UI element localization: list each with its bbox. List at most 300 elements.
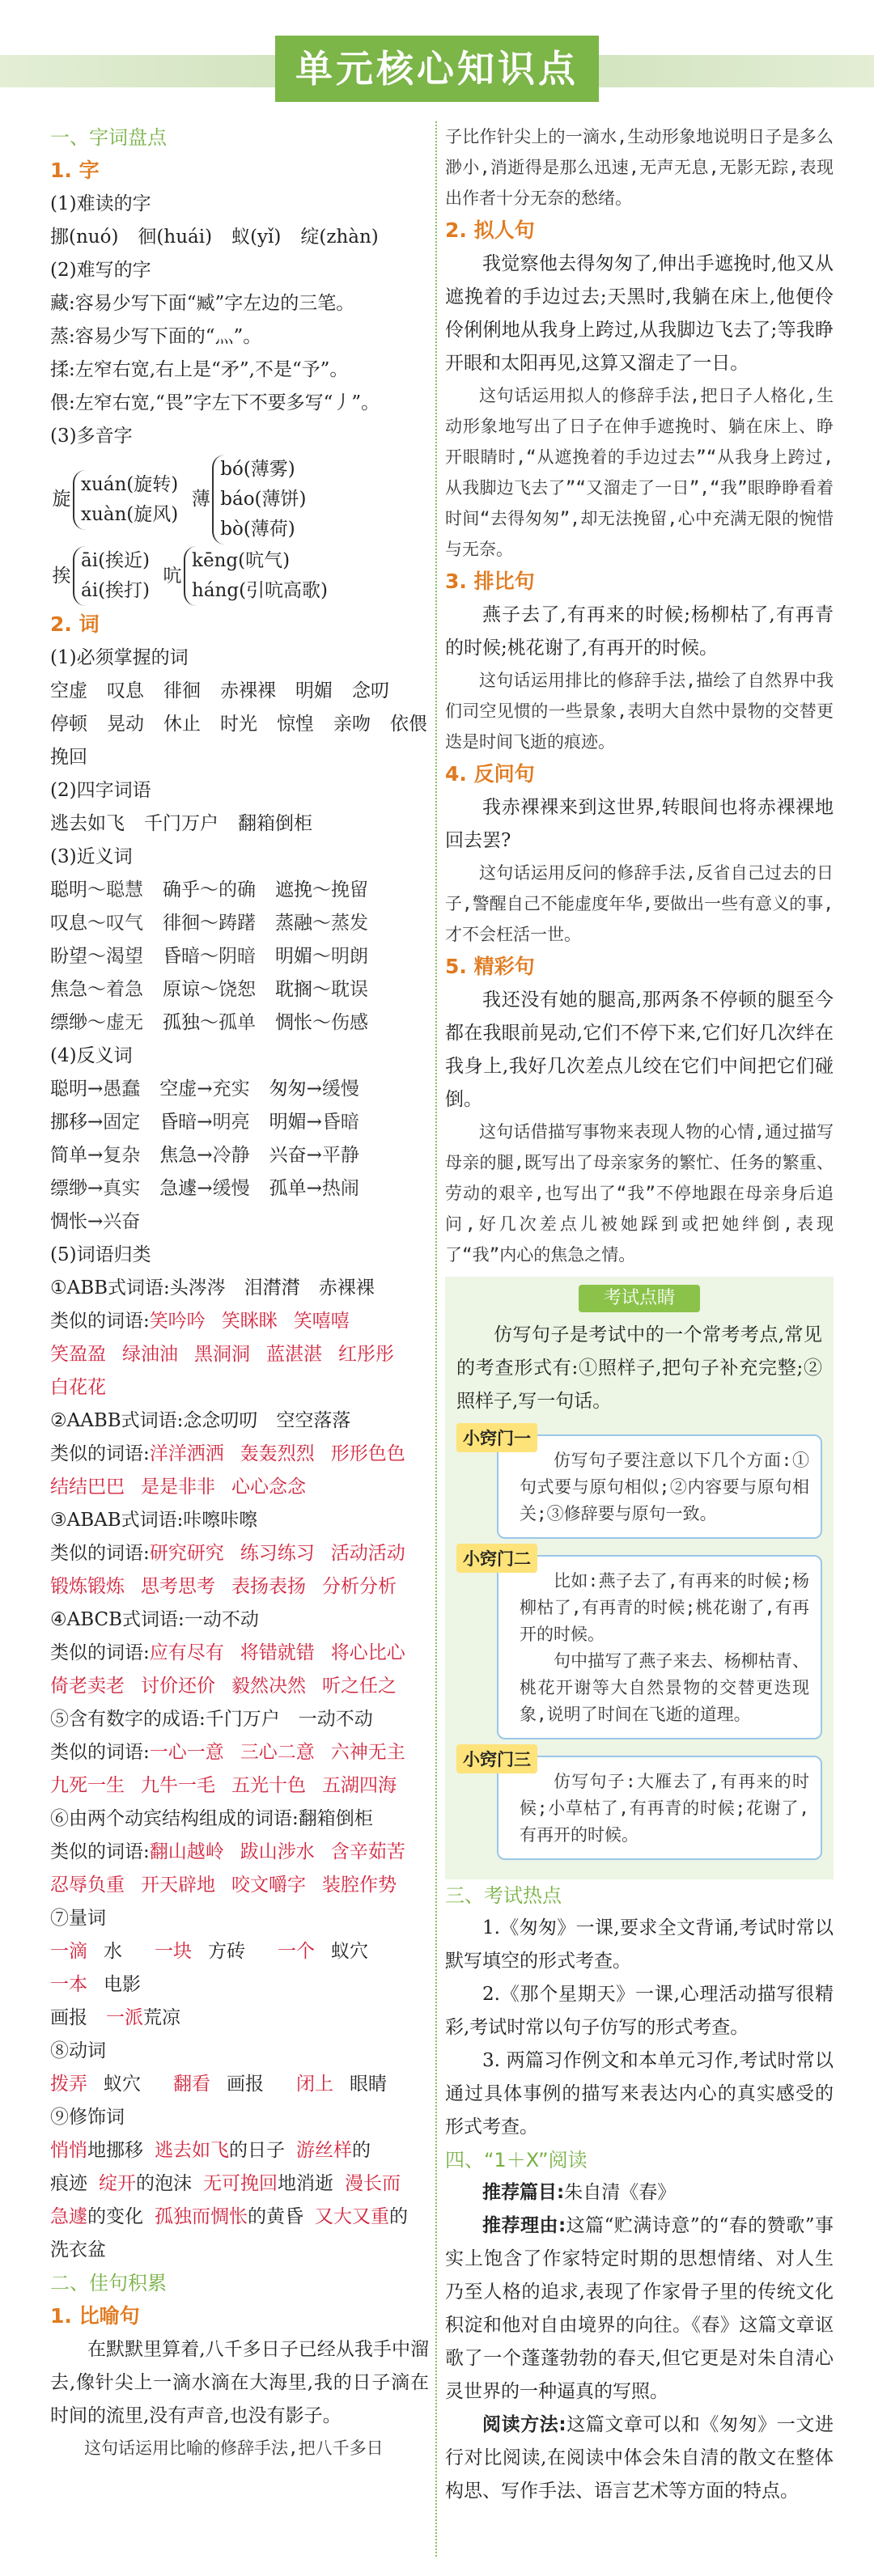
pair-arrow: → [87, 1178, 104, 1199]
word-class-line [50, 2002, 429, 2035]
word: 明媚 [269, 1112, 307, 1133]
paired-word: 愚蠢 [103, 1078, 141, 1099]
word: 急遽 [159, 1178, 197, 1199]
pair-arrow: ～ [200, 1012, 218, 1033]
example-sentence: 我赤裸裸来到这世界,转眼间也将赤裸裸地回去罢? [445, 797, 834, 851]
subsection-heading: 1. 字 [50, 159, 100, 182]
similar-words [50, 1438, 429, 1504]
red-word: 九死一生 [50, 1775, 125, 1796]
word-pair [50, 1974, 157, 1995]
polyphone-char: 吭 [163, 565, 182, 587]
left-column [50, 121, 429, 2464]
word-item: 休止 [163, 714, 201, 735]
word-pair [275, 940, 368, 973]
analysis-note: 这句话运用排比的修辞手法,描绘了自然界中我们司空见惯的一些景象,表明大自然中景物的交替更迭是时间飞逝的痕迹。 [445, 671, 834, 752]
pair-arrow: ～ [87, 1012, 106, 1033]
word-item: 千门万户 [144, 813, 218, 834]
word-pair [163, 940, 256, 973]
word-item: 亲吻 [333, 714, 371, 735]
word-pair [50, 1941, 138, 1962]
plain-word: 眼睛 [350, 2074, 387, 2095]
reason-text: 这篇“贮满诗意”的“春的赞歌”事实上饱含了作家特定时期的思想情绪、对人生乃至人格的追求,表现了作家骨子里的传统文化积淀和他对自由境界的向往。《春》这篇文章讴歌了一个蓬蓬勃勃的春天,但它更是对朱自清心灵世界的一种逼真的写照。 [445, 2215, 834, 2402]
class-head: ⑥由两个动宾结构组成的词语: [50, 1808, 299, 1829]
hot-point: 2.《那个星期天》一课,心理活动描写很精彩,考试时常以句子仿写的形式考查。 [445, 1984, 834, 2038]
red-word: 忍辱负重 [50, 1875, 125, 1896]
red-word: 蓝湛湛 [266, 1344, 322, 1365]
red-word: 一块 [155, 1941, 192, 1962]
must-words [50, 675, 429, 774]
red-word: 游丝样 [296, 2140, 352, 2161]
red-word: 轰轰烈烈 [240, 1443, 315, 1464]
red-word: 练习练习 [240, 1543, 315, 1564]
word-class-line [50, 1405, 429, 1438]
word: 明媚 [275, 946, 312, 967]
word-pair [163, 874, 256, 907]
word-item: 赤裸裸 [220, 680, 276, 701]
similar-label: 类似的词语: [50, 1742, 150, 1763]
list-label: (1)难读的字 [50, 193, 151, 214]
plain-word: 电影 [104, 1974, 141, 1995]
red-word: 拨弄 [50, 2074, 87, 2095]
red-word: 跋山涉水 [240, 1841, 315, 1862]
plain-word: 的日子 [229, 2140, 285, 2161]
pair-arrow: ～ [312, 1012, 331, 1033]
word-class-line [50, 1504, 429, 1537]
right-column [445, 121, 834, 2508]
analysis-note: 子比作针尖上的一滴水,生动形象地说明日子是多么渺小,消逝得是那么迅速,无声无息,无影无踪,表现出作者十分无奈的愁绪。 [445, 127, 834, 208]
red-word: 红彤彤 [338, 1344, 394, 1365]
word: 匆匆 [269, 1078, 307, 1099]
red-word: 五湖四海 [322, 1775, 397, 1796]
paired-word: 真实 [103, 1178, 141, 1199]
plain-word: 的黄昏 [248, 2206, 303, 2227]
class-words: 头涔涔 泪潸潸 赤裸裸 [169, 1277, 375, 1299]
red-word: 分析分析 [322, 1576, 397, 1597]
polyphone-brace [73, 546, 150, 606]
word: 昏暗 [159, 1112, 197, 1133]
paired-word: 虚无 [106, 1012, 143, 1033]
page-title: 单元核心知识点 [275, 36, 599, 102]
tip-text: 仿写句子:大雁去了,有再来的时候;小草枯了,有再青的时候;花谢了,有再开的时候。 [520, 1772, 809, 1845]
pair-arrow: ～ [200, 879, 218, 900]
plain-word: 荒凉 [143, 2007, 180, 2028]
paired-word: 聪慧 [106, 879, 143, 900]
word: 孤独 [163, 1012, 200, 1033]
reading: bò(薄荷) [220, 519, 295, 540]
plain-word: 洗衣盆 [50, 2239, 106, 2260]
paired-word: 固定 [103, 1112, 141, 1133]
paired-word: 充实 [212, 1078, 250, 1099]
paired-word: 缓慢 [212, 1178, 250, 1199]
similar-words [50, 1305, 429, 1405]
word-pair [275, 1006, 368, 1040]
subsection-heading: 1. 比喻句 [50, 2304, 140, 2328]
red-word: 心心念念 [231, 1477, 306, 1498]
red-word: 笑眯眯 [221, 1311, 278, 1332]
polyphone-group [50, 455, 429, 544]
word: 徘徊 [163, 913, 200, 934]
pair-arrow: → [306, 1145, 322, 1166]
method-paragraph [445, 2409, 834, 2508]
word-pair [269, 1139, 359, 1172]
tip-text: 句中描写了燕子来去、杨柳枯青、桃花开谢等大自然景物的交替更迭现象,说明了时间在飞逝的道理。 [520, 1651, 809, 1724]
tip-label: 小窍门二 [456, 1544, 537, 1573]
plain-word: 的 [389, 2206, 408, 2227]
pair-arrow: ～ [87, 946, 106, 967]
red-word: 一派 [106, 2007, 143, 2028]
plain-word: 的变化 [87, 2206, 143, 2227]
section-heading: 二、佳句积累 [50, 2272, 167, 2294]
similar-label: 类似的词语: [50, 1642, 150, 1663]
reading: báo(薄饼) [220, 489, 307, 510]
red-word: 翻看 [173, 2074, 210, 2095]
word-pair [50, 1205, 140, 1239]
list-label: ⑦量词 [50, 1908, 106, 1929]
similar-words [50, 1736, 429, 1803]
class-words: 咔嚓咔嚓 [183, 1510, 258, 1531]
word-class-line [50, 1272, 429, 1305]
plain-word: 画报 [50, 2007, 87, 2028]
similar-label: 类似的词语: [50, 1841, 150, 1862]
red-word: 闭上 [296, 2074, 333, 2095]
paired-word: 的确 [218, 879, 256, 900]
paired-word: 阴暗 [218, 946, 256, 967]
example-sentence: 我觉察他去得匆匆了,伸出手遮挽时,他又从遮挽着的手边过去;天黑时,我躺在床上,他便伶伶俐俐地从我身上跨过,从我脚边飞去了;等我睁开眼和太阳再见,这算又溜走了一日。 [445, 253, 834, 374]
word-pair [163, 907, 256, 940]
word-pair [275, 874, 368, 907]
recommend-line [445, 2176, 834, 2210]
subsection-heading: 5. 精彩句 [445, 955, 535, 978]
list-item: 徊(huái) [138, 227, 213, 248]
page-header [0, 36, 874, 102]
word: 盼望 [50, 946, 87, 967]
class-head: ②AABB式词语: [50, 1410, 184, 1431]
red-word: 将心比心 [330, 1642, 405, 1663]
plain-word: 痕迹 [50, 2173, 87, 2194]
hot-point: 3. 两篇习作例文和本单元习作,考试时常以通过具体事例的描写来表达内心的真实感受的形式考查。 [445, 2050, 834, 2137]
word: 原谅 [163, 979, 200, 1000]
hard-read-list [50, 221, 429, 254]
word-item: 依偎 [390, 714, 427, 735]
recommend-label: 推荐篇目: [482, 2182, 565, 2203]
reading: háng(引吭高歌) [192, 580, 329, 601]
red-word: 洋洋洒洒 [149, 1443, 224, 1464]
pair-arrow: ～ [200, 913, 218, 934]
red-word: 绿油油 [122, 1344, 178, 1365]
paired-word: 昏暗 [321, 1112, 359, 1133]
polyphone-brace [212, 455, 306, 544]
word: 聪明 [50, 879, 87, 900]
class-words: 千门万户 一动不动 [205, 1709, 373, 1730]
pair-arrow: ～ [87, 979, 106, 1000]
section-heading: 一、字词盘点 [50, 126, 167, 149]
word: 遮挽 [275, 879, 312, 900]
paired-word: 缓慢 [321, 1078, 359, 1099]
red-word: 应有尽有 [149, 1642, 224, 1663]
plain-word: 方砖 [208, 1941, 245, 1962]
red-word: 悄悄 [50, 2140, 87, 2161]
word-pair [50, 1139, 140, 1172]
red-word: 笑盈盈 [50, 1344, 106, 1365]
word-class-line [50, 1703, 429, 1736]
class-words: 念念叨叨 空空落落 [183, 1410, 351, 1431]
word-pair [275, 907, 368, 940]
red-word: 一本 [50, 1974, 87, 1995]
word: 焦急 [50, 979, 87, 1000]
class-head: ⑤含有数字的成语: [50, 1709, 206, 1730]
paired-word: 耽误 [331, 979, 368, 1000]
pair-arrow: ～ [312, 946, 331, 967]
word-pair [296, 2074, 403, 2095]
list-label: (3)近义词 [50, 846, 133, 867]
word-item: 徘徊 [163, 680, 201, 701]
list-item: 揉:左窄右宽,右上是“矛”,不是“予”。 [50, 359, 349, 380]
word-item: 叹息 [107, 680, 144, 701]
red-word: 咬文嚼字 [231, 1875, 306, 1896]
class-words: 翻箱倒柜 [298, 1808, 373, 1829]
word-pair [163, 1006, 256, 1040]
reading: bó(薄雾) [220, 459, 295, 480]
red-word: 五光十色 [231, 1775, 306, 1796]
red-word: 孤独而惆怅 [155, 2206, 248, 2227]
word-item: 时光 [220, 714, 257, 735]
word-item: 停顿 [50, 714, 87, 735]
subsection-heading: 2. 拟人句 [445, 218, 535, 242]
red-word: 九牛一毛 [141, 1775, 215, 1796]
pair-arrow: → [197, 1112, 213, 1133]
list-item: 偎:左窄右宽,“畏”字左下不要多写“丿”。 [50, 392, 380, 413]
section-heading: 四、“1＋X”阅读 [445, 2149, 588, 2171]
similar-label: 类似的词语: [50, 1443, 150, 1464]
word-pair [275, 973, 368, 1006]
word-pair [50, 1006, 143, 1040]
word-pair [50, 1073, 140, 1106]
red-word: 研究研究 [149, 1543, 224, 1564]
red-word: 一心一意 [149, 1742, 224, 1763]
red-word: 将错就错 [240, 1642, 315, 1663]
word-pair [163, 973, 256, 1006]
word-item: 空虚 [50, 680, 87, 701]
similar-label: 类似的词语: [50, 1311, 150, 1332]
column-divider [435, 121, 437, 2557]
word-pair [269, 1073, 359, 1106]
paired-word: 热闹 [321, 1178, 359, 1199]
pair-arrow: → [87, 1145, 104, 1166]
subsection-heading: 2. 词 [50, 612, 100, 636]
similar-words [50, 1637, 429, 1703]
pair-arrow: → [306, 1112, 322, 1133]
pair-arrow: → [87, 1078, 104, 1099]
paired-word: 复杂 [103, 1145, 141, 1166]
pair-arrow: → [87, 1112, 104, 1133]
paired-word: 叹气 [106, 913, 143, 934]
reading: āi(挨近) [81, 550, 151, 571]
plain-word: 水 [104, 1941, 122, 1962]
method-label: 阅读方法: [482, 2414, 566, 2435]
list-item: 藏:容易少写下面“臧”字左边的三笔。 [50, 293, 355, 314]
word: 简单 [50, 1145, 87, 1166]
paired-word: 渴望 [106, 946, 143, 967]
red-word: 一个 [278, 1941, 315, 1962]
word-pair [278, 1941, 384, 1962]
polyphone-char: 挨 [52, 565, 71, 587]
method-text: 这篇文章可以和《匆匆》一文进行对比阅读,在阅读中体会朱自清的散文在整体构思、写作手法、语言艺术等方面的特点。 [445, 2414, 834, 2502]
word: 惆怅 [50, 1211, 87, 1232]
synonym-pairs [50, 874, 429, 1040]
word-pair [50, 940, 143, 973]
red-word: 毅然决然 [231, 1676, 306, 1697]
word-pair [50, 907, 143, 940]
word: 惆怅 [275, 1012, 312, 1033]
tip-label: 小窍门一 [456, 1423, 537, 1452]
red-word: 笑吟吟 [149, 1311, 206, 1332]
paired-word: 蒸发 [331, 913, 368, 934]
reading: kēng(吭气) [192, 550, 291, 571]
pair-arrow: ～ [312, 913, 331, 934]
word-pair [50, 1172, 140, 1205]
hot-point: 1.《匆匆》一课,要求全文背诵,考试时常以默写填空的形式考查。 [445, 1917, 834, 1972]
red-word: 思考思考 [141, 1576, 215, 1597]
plain-word: 地挪移 [87, 2140, 143, 2161]
list-item: 蚁(yǐ) [231, 227, 282, 248]
word-pair [269, 1172, 359, 1205]
list-item: 挪(nuó) [50, 227, 119, 248]
red-word: 笑嘻嘻 [293, 1311, 350, 1332]
paired-word: 明亮 [212, 1112, 250, 1133]
word-pair [155, 1941, 261, 1962]
antonym-pairs [50, 1073, 429, 1239]
section-heading: 三、考试热点 [445, 1884, 562, 1907]
red-word: 漫长而 [345, 2173, 401, 2194]
red-word: 黑洞洞 [194, 1344, 250, 1365]
list-label: ⑨修饰词 [50, 2107, 125, 2128]
similar-words [50, 1537, 429, 1604]
red-word: 白花花 [50, 1377, 106, 1398]
analysis-note: 这句话运用拟人的修辞手法,把日子人格化,生动形象地写出了日子在伸手遮挽时、躺在床上、睁开眼睛时,“从遮挽着的手边过去”“从我身上跨过,从我脚边飞去了”“又溜走了一日”,“我”眼睁睁看着时间“去得匆匆”,却无法挽留,心中充满无限的惋惜与无奈。 [445, 386, 834, 559]
pair-arrow: ～ [312, 979, 331, 1000]
word-pair [173, 2074, 280, 2095]
red-word: 翻山越岭 [149, 1841, 224, 1862]
red-word: 无可挽回 [203, 2173, 278, 2194]
subsection-heading: 3. 排比句 [445, 570, 535, 593]
word: 缥缈 [50, 1012, 87, 1033]
exam-tips-box [445, 1277, 834, 1879]
word-item: 逃去如飞 [50, 813, 125, 834]
paired-word: 着急 [106, 979, 143, 1000]
list-item: 蒸:容易少写下面的“灬”。 [50, 326, 262, 347]
paired-word: 平静 [321, 1145, 359, 1166]
word-pair [159, 1172, 249, 1205]
pair-arrow: ～ [87, 879, 106, 900]
similar-label: 类似的词语: [50, 1543, 150, 1564]
word-class-line [50, 1604, 429, 1637]
red-word: 是是非非 [141, 1477, 215, 1498]
word-item: 翻箱倒柜 [238, 813, 312, 834]
red-word: 三心二意 [240, 1742, 315, 1763]
plain-word: 的 [352, 2140, 371, 2161]
exam-tips-tag: 考试点睛 [579, 1285, 700, 1312]
recommend-title: 朱自清《春》 [564, 2182, 677, 2203]
word: 孤单 [269, 1178, 307, 1199]
red-word: 逃去如飞 [155, 2140, 229, 2161]
list-label: (5)词语归类 [50, 1244, 151, 1265]
red-word: 装腔作势 [322, 1875, 397, 1896]
analysis-note: 这句话运用比喻的修辞手法,把八千多日 [84, 2438, 384, 2458]
paired-word: 饶恕 [218, 979, 256, 1000]
paired-word: 明朗 [331, 946, 368, 967]
word-pair [50, 874, 143, 907]
tip-text: 比如:燕子去了,有再来的时候;杨柳枯了,有再青的时候;桃花谢了,有再开的时候。 [520, 1571, 809, 1644]
word: 空虚 [159, 1078, 197, 1099]
word-item: 晃动 [107, 714, 144, 735]
word: 蒸融 [275, 913, 312, 934]
reason-paragraph [445, 2210, 834, 2409]
word-pair [159, 1139, 249, 1172]
red-word: 含辛茹苦 [330, 1841, 405, 1862]
red-word: 绽开 [99, 2173, 136, 2194]
list-label: (3)多音字 [50, 426, 133, 447]
word: 昏暗 [163, 946, 200, 967]
pair-arrow: → [197, 1078, 213, 1099]
reading: xuán(旋转) [81, 473, 179, 495]
polyphone-char: 薄 [191, 489, 210, 510]
analysis-note: 这句话运用反问的修辞手法,反省自己过去的日子,警醒自己不能虚度年华,要做出一些有意义的事,才不会枉活一世。 [445, 863, 834, 944]
analysis-note: 这句话借描写事物来表现人物的心情,通过描写母亲的腿,既写出了母亲家务的繁忙、任务的繁重、劳动的艰辛,也写出了“我”不停地跟在母亲身后追问,好几次差点儿被她踩到或把她绊倒,表现了“我”内心的焦急之情。 [445, 1122, 834, 1265]
example-sentence: 在默默里算着,八千多日子已经从我手中溜去,像针尖上一滴水滴在大海里,我的日子滴在时间的流里,没有声音,也没有影子。 [50, 2339, 429, 2426]
plain-word: 蚁穴 [331, 1941, 368, 1962]
paired-word: 冷静 [212, 1145, 250, 1166]
subsection-heading: 4. 反问句 [445, 762, 535, 786]
red-word: 活动活动 [330, 1543, 405, 1564]
word-pair [159, 1073, 249, 1106]
pair-arrow: ～ [87, 913, 106, 934]
reading: ái(挨打) [81, 580, 151, 601]
modifier-words [50, 2134, 429, 2267]
tip-text: 仿写句子要注意以下几个方面:①句式要与原句相似;②内容要与原句相关;③修辞要与原句一致。 [520, 1451, 809, 1523]
reason-label: 推荐理由: [482, 2215, 566, 2236]
word: 兴奋 [269, 1145, 307, 1166]
list-label: (1)必须掌握的词 [50, 647, 189, 668]
measure-words [50, 1935, 429, 2002]
four-char-words [50, 807, 429, 841]
plain-word: 的泡沫 [136, 2173, 192, 2194]
red-word: 表扬表扬 [231, 1576, 306, 1597]
list-item: 绽(zhàn) [300, 227, 379, 248]
word: 耽搁 [275, 979, 312, 1000]
word-pair [50, 973, 143, 1006]
paired-word: 挽留 [331, 879, 368, 900]
word-pair [50, 1106, 140, 1139]
red-word: 又大又重 [315, 2206, 389, 2227]
paired-word: 孤单 [218, 1012, 256, 1033]
example-sentence: 燕子去了,有再来的时候;杨柳枯了,有再青的时候;桃花谢了,有再开的时候。 [445, 604, 834, 659]
reading: xuàn(旋风) [81, 503, 179, 525]
list-label: (2)四字词语 [50, 780, 151, 801]
red-word: 急遽 [50, 2206, 87, 2227]
pair-arrow: → [306, 1078, 322, 1099]
exam-tips-intro: 仿写句子是考试中的一个常考考点,常见的考查形式有:①照样子,把句子补充完整;②照样子,写一句话。 [456, 1324, 822, 1412]
polyphone-brace [184, 546, 328, 606]
word: 焦急 [159, 1145, 197, 1166]
red-word: 听之任之 [322, 1676, 397, 1697]
polyphone-group [50, 546, 429, 606]
word-item: 明媚 [295, 680, 333, 701]
word: 确乎 [163, 879, 200, 900]
paired-word: 踌躇 [218, 913, 256, 934]
red-word: 形形色色 [330, 1443, 405, 1464]
class-head: ③ABAB式词语: [50, 1510, 184, 1531]
list-label: (4)反义词 [50, 1045, 133, 1066]
